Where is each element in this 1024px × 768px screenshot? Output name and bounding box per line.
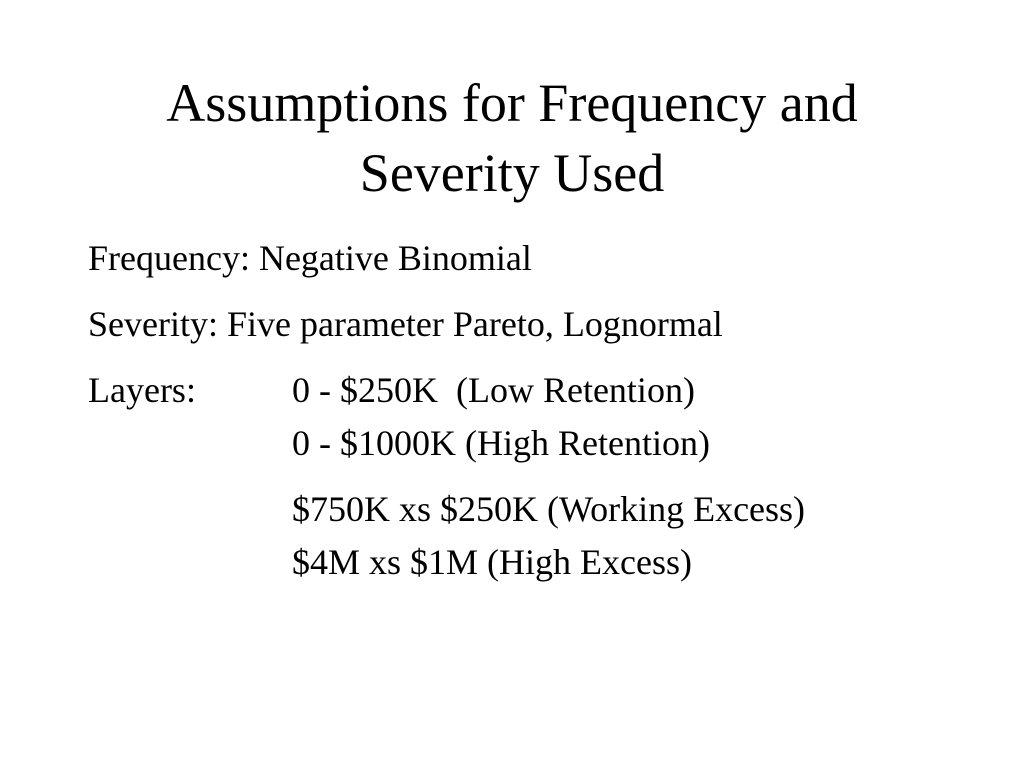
frequency-assumption: Frequency: Negative Binomial xyxy=(88,238,532,278)
layer-high-excess: $4M xs $1M (High Excess) xyxy=(292,542,692,582)
slide-title-line-1: Assumptions for Frequency and xyxy=(166,73,858,133)
layers-label: Layers: xyxy=(88,370,196,410)
slide-title-line-2: Severity Used xyxy=(359,143,665,203)
layer-high-retention: 0 - $1000K (High Retention) xyxy=(292,423,710,463)
layer-low-retention: 0 - $250K (Low Retention) xyxy=(292,370,695,410)
severity-assumption: Severity: Five parameter Pareto, Lognormal xyxy=(88,304,723,344)
slide-title xyxy=(0,68,1024,208)
layer-working-excess: $750K xs $250K (Working Excess) xyxy=(292,489,806,529)
